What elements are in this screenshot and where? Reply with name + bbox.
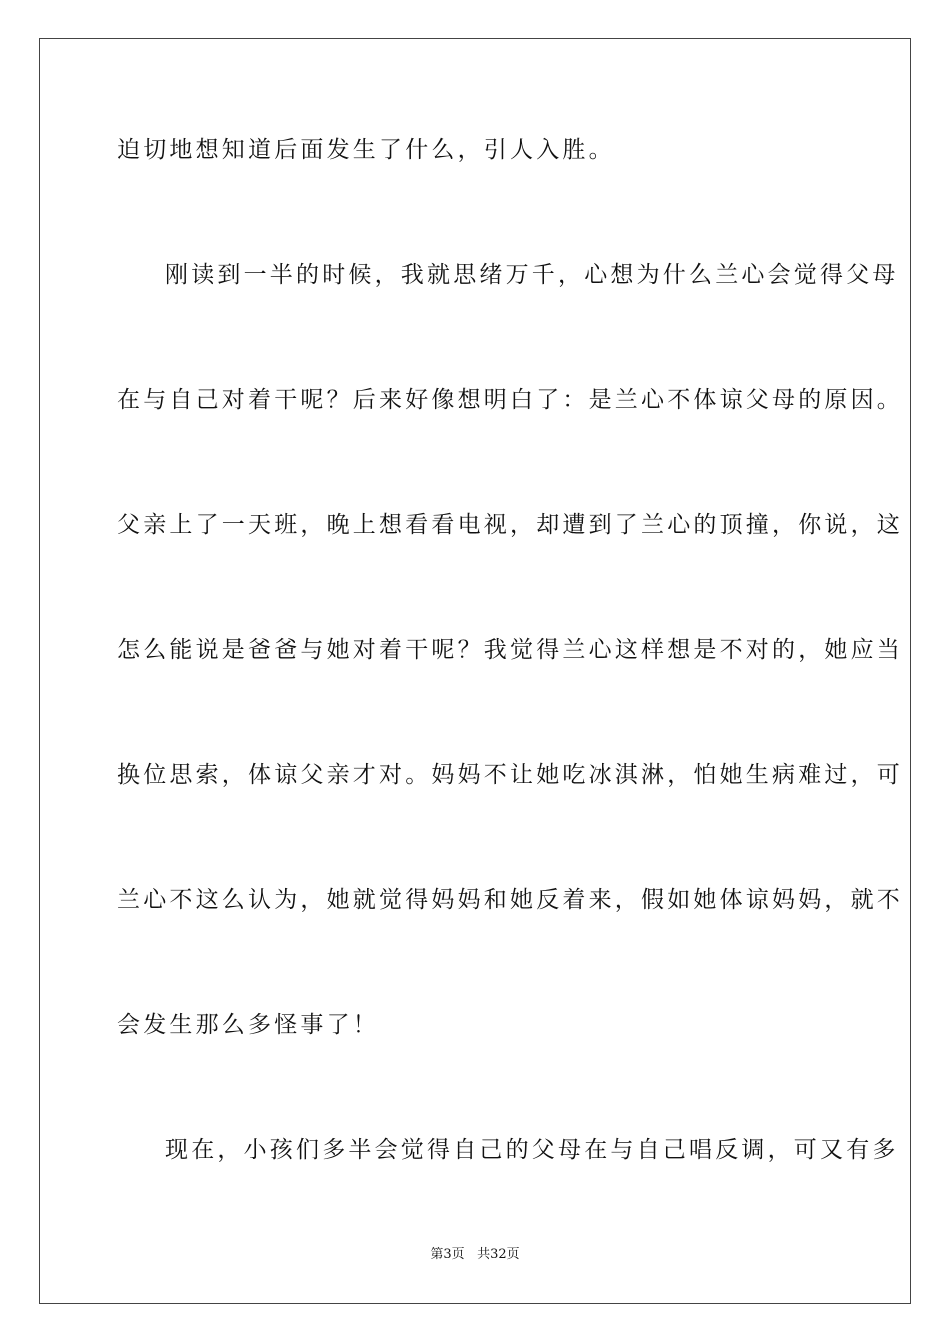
page-total: 共32页 <box>477 1247 520 1262</box>
text-line-5: 怎么能说是爸爸与她对着干呢？我觉得兰心这样想是不对的，她应当 <box>117 637 903 663</box>
page-footer <box>0 1246 950 1264</box>
text-line-4: 父亲上了一天班，晚上想看看电视，却遭到了兰心的顶撞，你说，这 <box>117 512 903 538</box>
text-line-6: 换位思索，体谅父亲才对。妈妈不让她吃冰淇淋，怕她生病难过，可 <box>117 762 903 788</box>
text-line-9: 现在，小孩们多半会觉得自己的父母在与自己唱反调，可又有多 <box>165 1137 899 1163</box>
page-number: 第3页 <box>430 1247 465 1262</box>
text-line-3: 在与自己对着干呢？后来好像想明白了：是兰心不体谅父母的原因。 <box>117 387 903 413</box>
text-line-1: 迫切地想知道后面发生了什么，引人入胜。 <box>117 137 615 163</box>
text-line-8: 会发生那么多怪事了！ <box>117 1012 379 1038</box>
page-border <box>39 38 911 1304</box>
text-line-7: 兰心不这么认为，她就觉得妈妈和她反着来，假如她体谅妈妈，就不 <box>117 887 903 913</box>
text-line-2: 刚读到一半的时候，我就思绪万千，心想为什么兰心会觉得父母 <box>165 262 899 288</box>
